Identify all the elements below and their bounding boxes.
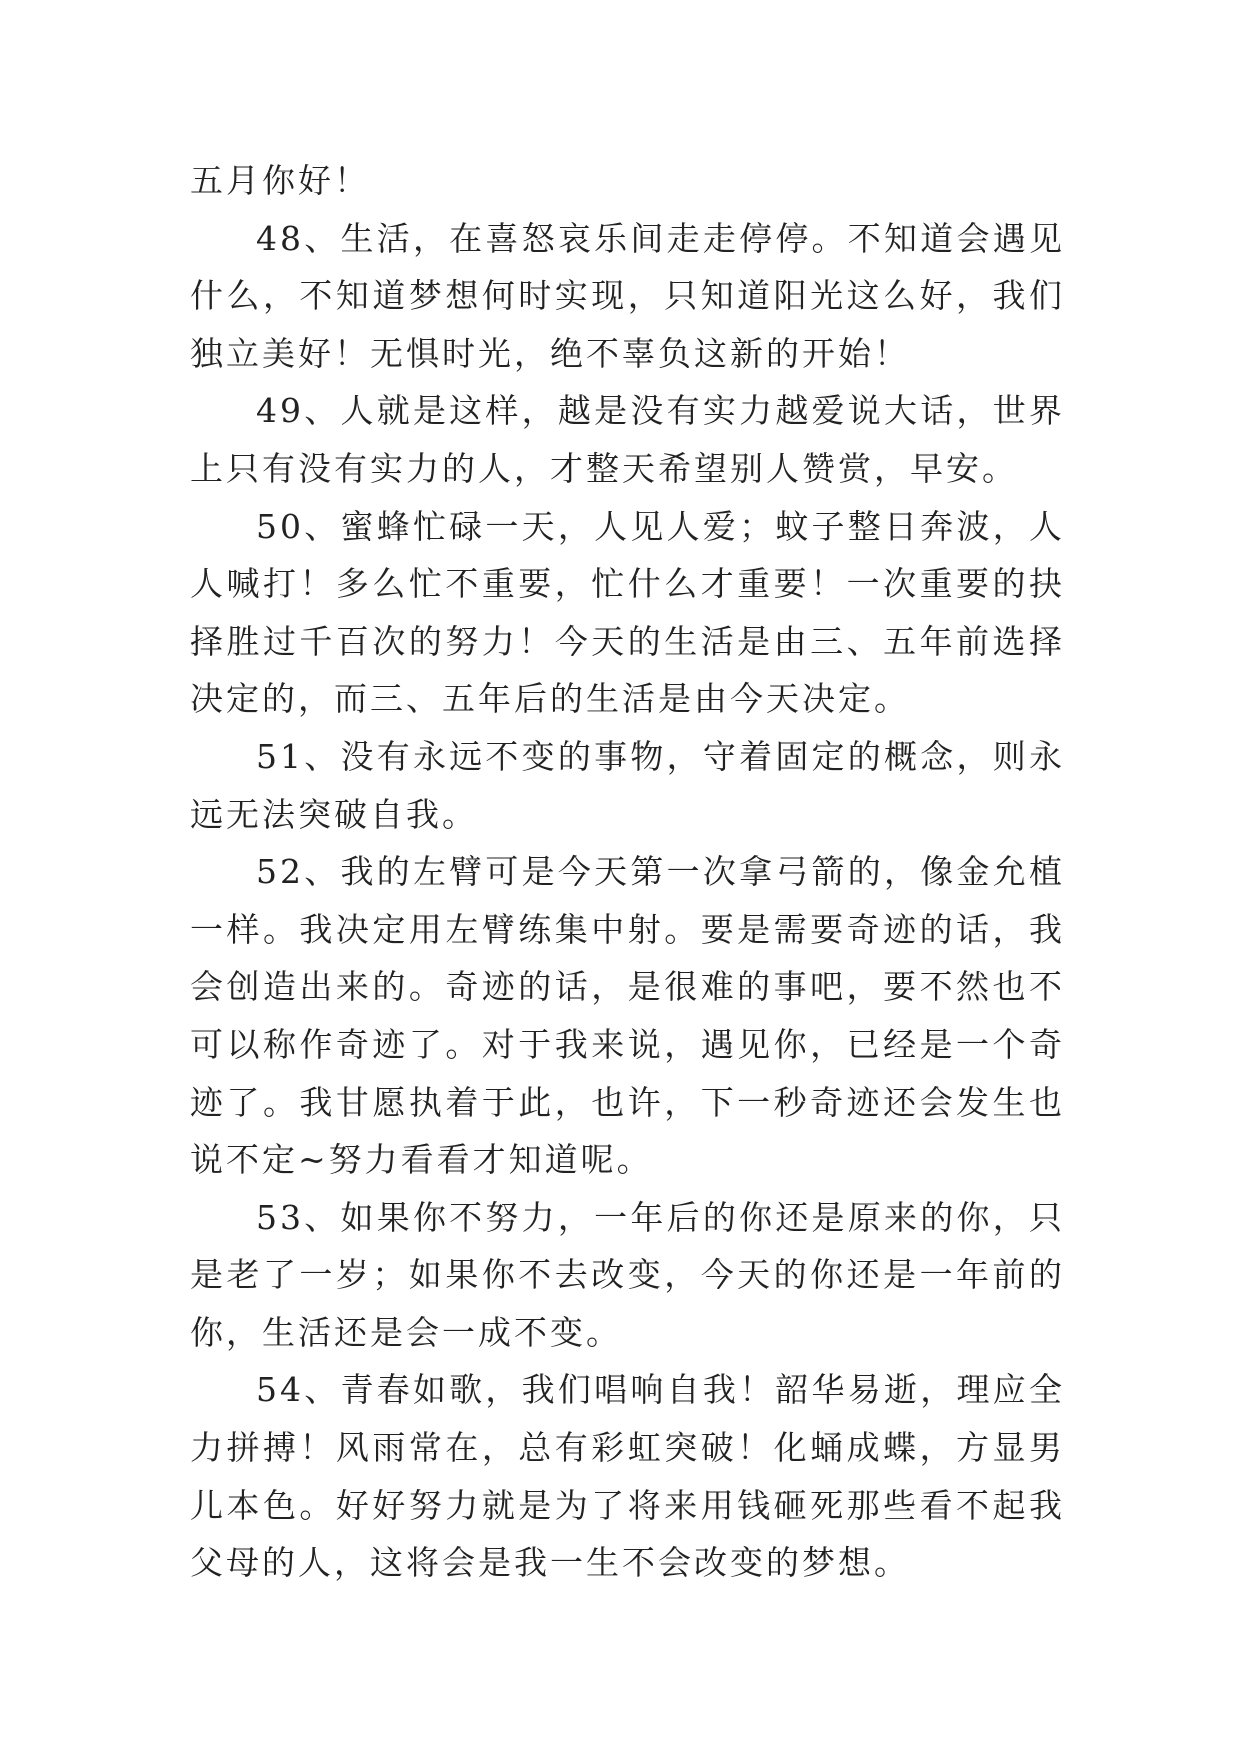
paragraph-49: 49、人就是这样，越是没有实力越爱说大话，世界上只有没有实力的人，才整天希望别人赞赏，早安。 xyxy=(190,391,1065,488)
paragraph-51: 51、没有永远不变的事物，守着固定的概念，则永远无法突破自我。 xyxy=(190,736,1065,834)
paragraph-48: 48、生活，在喜怒哀乐间走走停停。不知道会遇见什么，不知道梦想何时实现，只知道阳光这么好，我们独立美好！无惧时光，绝不辜负这新的开始！ xyxy=(190,218,1065,373)
paragraph-50: 50、蜜蜂忙碌一天，人见人爱；蚊子整日奔波，人人喊打！多么忙不重要，忙什么才重要！一次重要的抉择胜过千百次的努力！今天的生活是由三、五年前选择决定的，而三、五年后的生活是由今天决定。 xyxy=(190,506,1065,719)
paragraph-54: 54、青春如歌，我们唱响自我！韶华易逝，理应全力拼搏！风雨常在，总有彩虹突破！化蛹成蝶，方显男儿本色。好好努力就是为了将来用钱砸死那些看不起我父母的人，这将会是我一生不会改变的梦想。 xyxy=(190,1370,1065,1583)
paragraph-52: 52、我的左臂可是今天第一次拿弓箭的，像金允植一样。我决定用左臂练集中射。要是需要奇迹的话，我会创造出来的。奇迹的话，是很难的事吧，要不然也不可以称作奇迹了。对于我来说，遇见你，已经是一个奇迹了。我甘愿执着于此，也许，下一秒奇迹还会发生也说不定~努力看看才知道呢。 xyxy=(190,852,1065,1180)
paragraph-intro-end: 五月你好！ xyxy=(190,161,370,200)
paragraph-53: 53、如果你不努力，一年后的你还是原来的你，只是老了一岁；如果你不去改变，今天的你还是一年前的你，生活还是会一成不变。 xyxy=(190,1197,1065,1352)
document-body xyxy=(190,152,1065,1592)
